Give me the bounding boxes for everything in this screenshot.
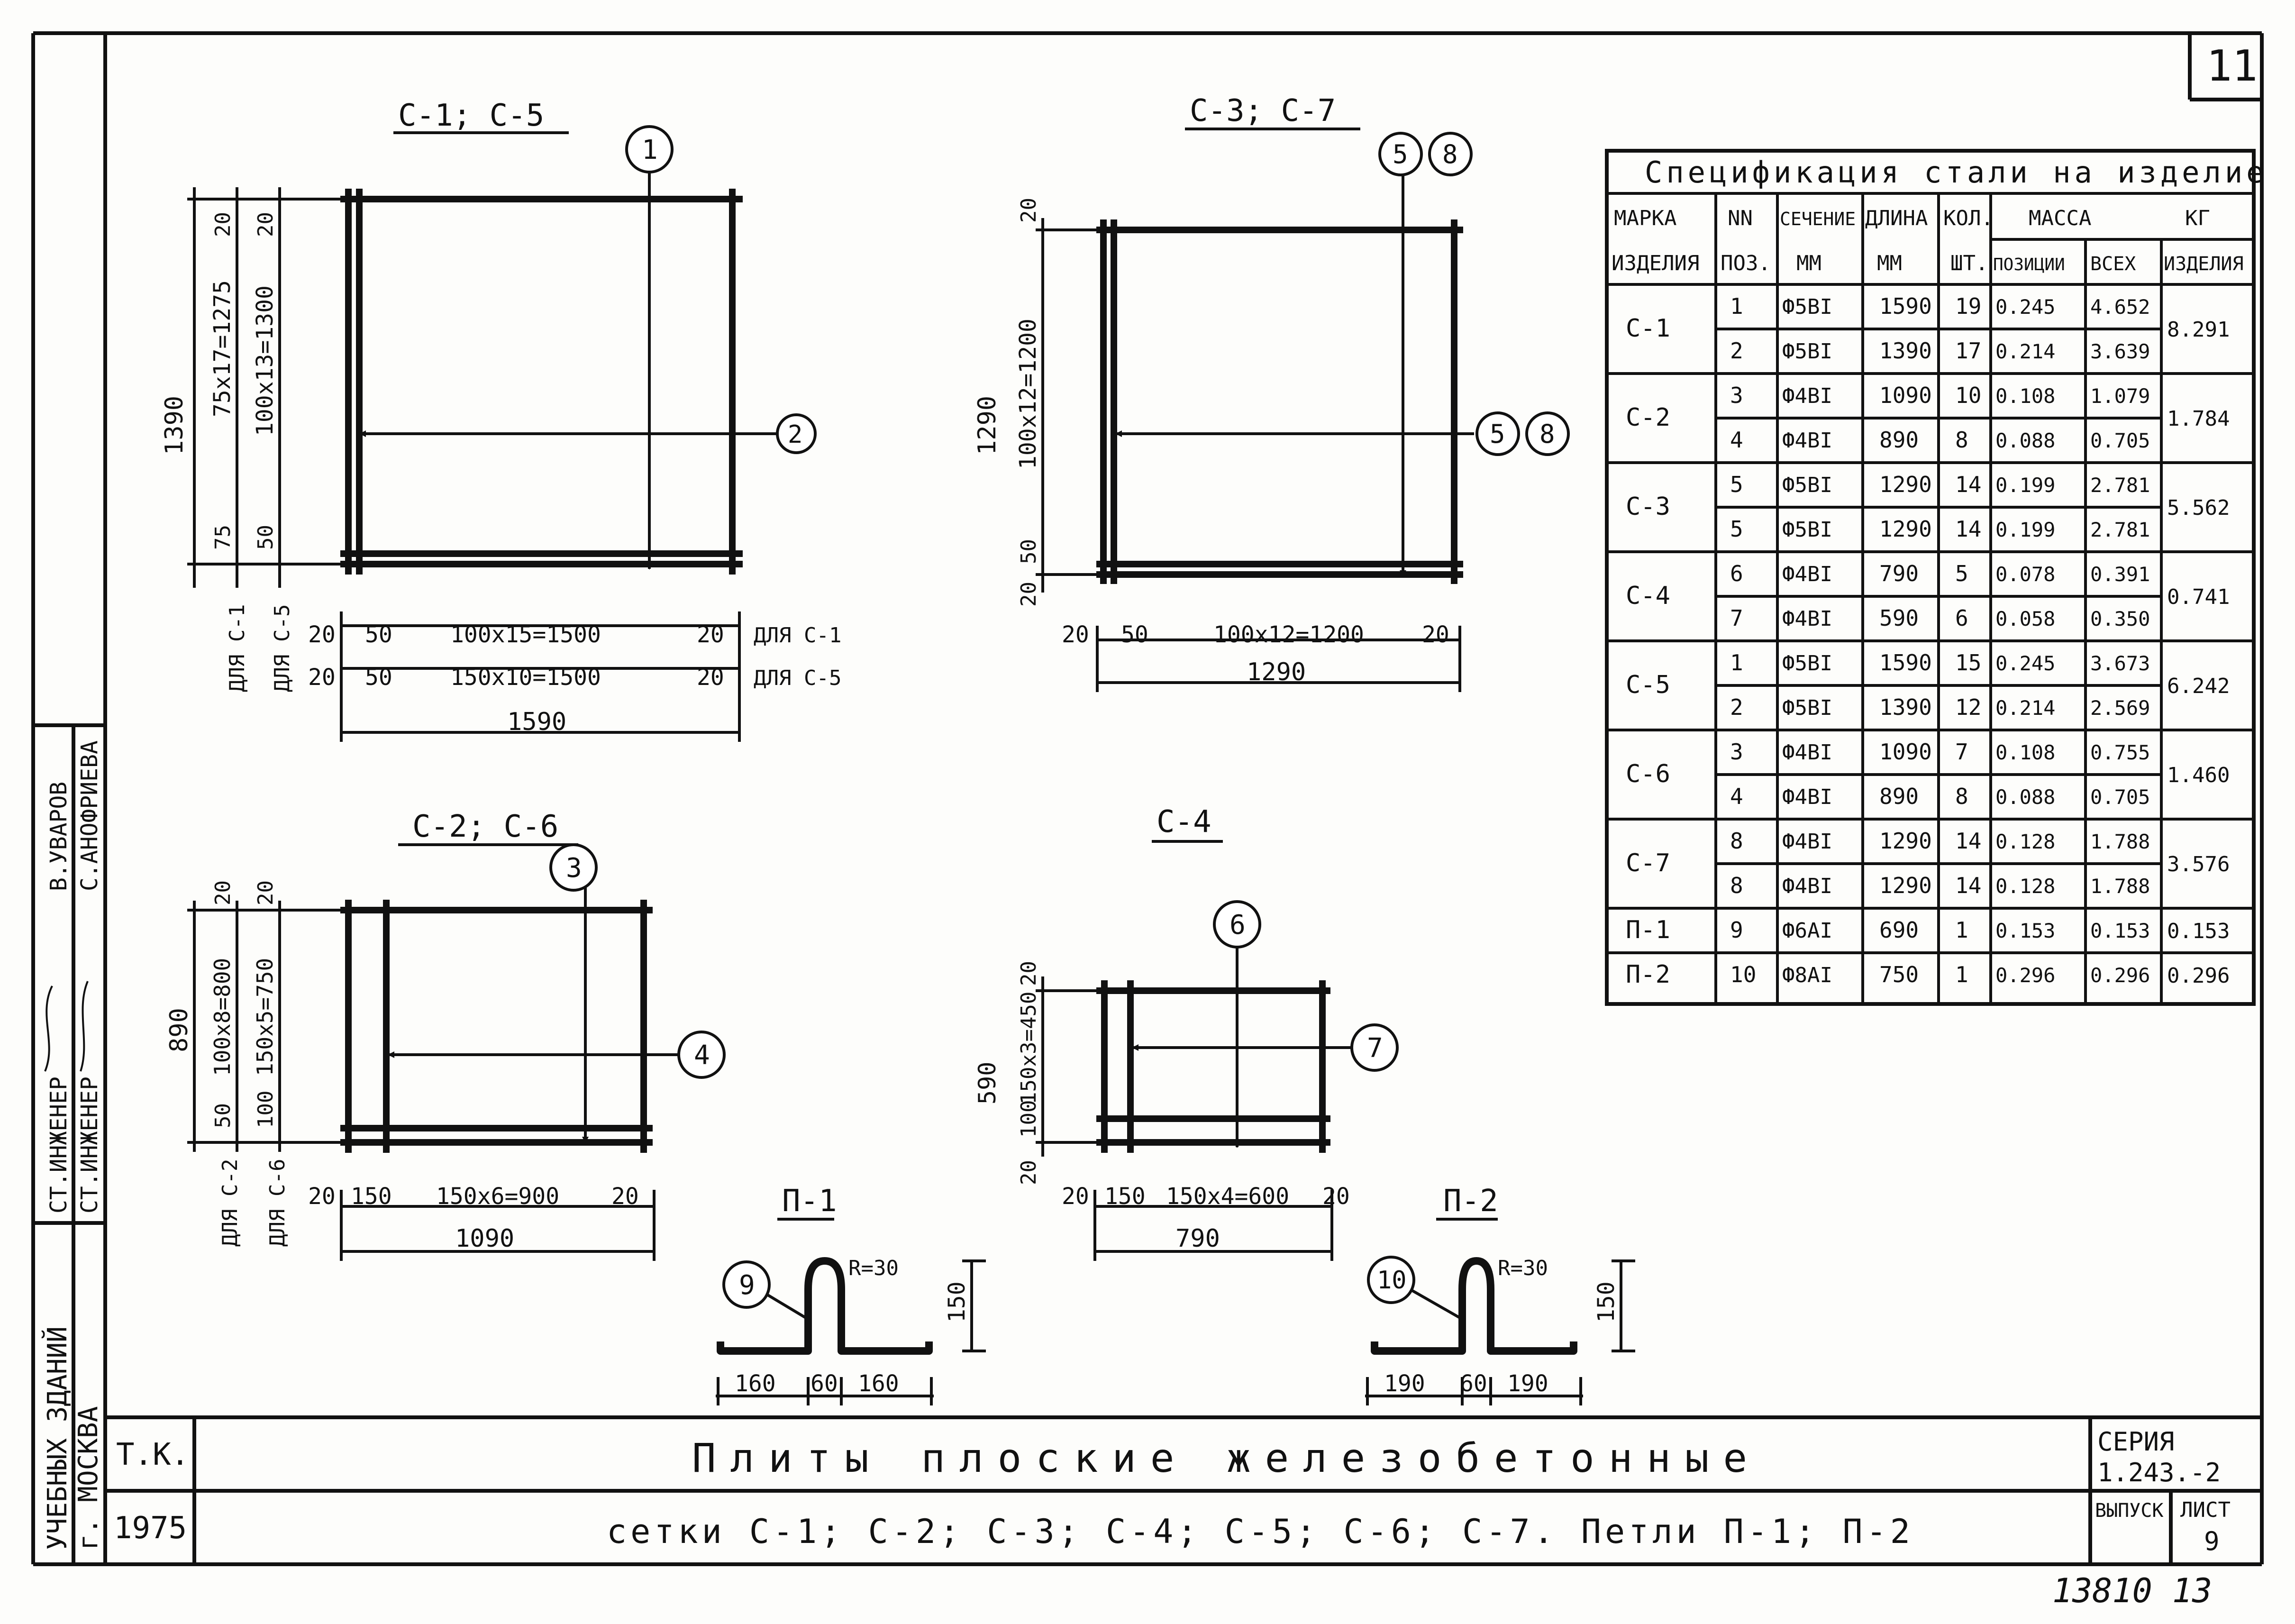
archive-number: 13810 13: [2052, 1571, 2213, 1610]
spec-section: Ф5ВI: [1782, 651, 1832, 675]
col-qty-1: КОЛ.: [1943, 206, 1994, 230]
c3-bottom-edge: 20: [1017, 582, 1041, 607]
c3-top-edge: 20: [1017, 198, 1041, 223]
spec-length: 1590: [1879, 293, 1932, 319]
spec-mass-all: 0.755: [2090, 741, 2150, 764]
spec-length: 1090: [1879, 739, 1932, 765]
loop-p1-drawing: [716, 1184, 986, 1405]
drawing-subtitle: сетки С-1; С-2; С-3; С-4; С-5; С-6; С-7. Петли П-1; П-2: [607, 1512, 1914, 1551]
spec-product-mass: 3.576: [2167, 852, 2230, 876]
spec-product-mass: 6.242: [2167, 674, 2230, 698]
spec-product-mass: 0.741: [2167, 585, 2230, 609]
spec-mark: С-7: [1626, 849, 1670, 877]
spec-section: Ф4ВI: [1782, 429, 1832, 453]
c6-bottom-spacing: 100: [254, 1090, 278, 1128]
c1-right-edge: 20: [697, 621, 724, 648]
spec-pos: 1: [1730, 650, 1743, 675]
p1-loop-width: 60: [811, 1370, 838, 1397]
p2-radius: R=30: [1498, 1256, 1548, 1280]
callout-6: 6: [1229, 910, 1246, 940]
spec-product-mass: 0.153: [2167, 919, 2230, 943]
spec-length: 1290: [1879, 828, 1932, 854]
spec-mass-pos: 0.078: [1995, 563, 2056, 586]
spec-mass-all: 0.350: [2090, 607, 2150, 630]
spec-qty: 17: [1955, 338, 1982, 364]
spec-qty: 14: [1955, 472, 1982, 497]
c4-right-edge: 20: [1322, 1183, 1350, 1210]
p2-loop-width: 60: [1460, 1370, 1487, 1397]
author-code: Т.К.: [116, 1437, 190, 1472]
sheet-frame: [33, 33, 2262, 1564]
c2-top-edge: 20: [211, 880, 235, 905]
c1-first-spacing: 50: [365, 621, 392, 648]
spec-section: Ф5ВI: [1782, 339, 1832, 364]
steel-spec-table: [1607, 151, 2268, 1004]
p1-radius: R=30: [848, 1256, 899, 1280]
c2-height: 890: [165, 1008, 193, 1052]
spec-mark: С-6: [1626, 760, 1670, 788]
col-mark-2: ИЗДЕЛИЯ: [1612, 251, 1700, 275]
spec-length: 750: [1879, 962, 1919, 987]
spec-qty: 14: [1955, 828, 1982, 854]
col-all: ВСЕХ: [2090, 253, 2136, 275]
spec-qty: 19: [1955, 293, 1982, 319]
spec-mass-pos: 0.214: [1995, 340, 2056, 363]
c4-bottom-edge: 20: [1017, 1160, 1041, 1185]
spec-product-mass: 5.562: [2167, 496, 2230, 520]
stamp-role-1: СТ.ИНЖЕНЕР: [46, 1077, 72, 1213]
c2-right-edge: 20: [611, 1183, 639, 1210]
col-pos-2: ПОЗ.: [1721, 251, 1771, 275]
spec-mark: С-4: [1626, 582, 1670, 610]
spec-mass-all: 0.705: [2090, 785, 2150, 809]
spec-qty: 14: [1955, 516, 1982, 542]
spec-length: 1090: [1879, 383, 1932, 408]
c1-horizontal-spacing: 100х15=1500: [450, 621, 601, 648]
c2-horizontal-spacing: 150х6=900: [436, 1183, 560, 1210]
spec-mass-all: 2.569: [2090, 696, 2150, 720]
col-mass-unit: КГ: [2185, 206, 2210, 230]
spec-length: 1390: [1879, 694, 1932, 720]
callout-5-right: 5: [1490, 419, 1505, 449]
spec-mass-all: 3.639: [2090, 340, 2150, 363]
spec-section: Ф4ВI: [1782, 562, 1832, 586]
spec-mass-all: 2.781: [2090, 518, 2150, 541]
c2-width: 1090: [455, 1224, 515, 1253]
spec-mass-pos: 0.245: [1995, 295, 2056, 319]
loop-p2-drawing: [1365, 1184, 1635, 1405]
col-product: ИЗДЕЛИЯ: [2164, 253, 2244, 275]
c2-left-edge: 20: [308, 1183, 336, 1210]
c3-horizontal-spacing: 100х12=1200: [1213, 621, 1364, 648]
mesh-c3-c7-caption: С-3; С-7: [1190, 93, 1336, 128]
spec-length: 790: [1879, 561, 1919, 586]
col-mark-1: МАРКА: [1614, 206, 1677, 230]
spec-qty: 8: [1955, 427, 1968, 453]
c5-horizontal-spacing: 150х10=1500: [450, 664, 601, 691]
spec-mass-all: 1.079: [2090, 384, 2150, 408]
stamp-org-line-2: г. МОСКВА: [73, 1406, 104, 1550]
c4-left-edge: 20: [1062, 1183, 1089, 1210]
spec-mark: С-5: [1626, 671, 1670, 699]
mesh-c2-c6-caption: С-2; С-6: [412, 809, 559, 844]
spec-pos: 3: [1730, 383, 1743, 408]
col-per-position: ПОЗИЦИИ: [1993, 255, 2065, 274]
spec-product-mass: 0.296: [2167, 964, 2230, 988]
c5-for-right-label: ДЛЯ С-5: [754, 666, 842, 690]
p1-left-leg: 160: [735, 1370, 776, 1397]
spec-section: Ф8АI: [1782, 963, 1832, 987]
spec-section: Ф4ВI: [1782, 830, 1832, 854]
spec-qty: 7: [1955, 739, 1968, 765]
spec-section: Ф4ВI: [1782, 607, 1832, 631]
issue-label: ВЫПУСК: [2095, 1500, 2164, 1522]
spec-length: 1290: [1879, 472, 1932, 497]
spec-mass-all: 0.391: [2090, 563, 2150, 586]
series-number: 1.243.-2: [2097, 1458, 2221, 1487]
spec-pos: 2: [1730, 694, 1743, 720]
c3-width: 1290: [1247, 658, 1306, 686]
c5-vertical-spacing: 100х13=1300: [252, 285, 278, 436]
p2-left-leg: 190: [1384, 1370, 1425, 1397]
spec-mass-all: 0.153: [2090, 919, 2150, 942]
col-length-2: ММ: [1877, 251, 1902, 275]
stamp-role-2: СТ.ИНЖЕНЕР: [76, 1077, 103, 1213]
c1-width: 1590: [507, 708, 567, 736]
spec-qty: 14: [1955, 873, 1982, 898]
c4-first-spacing: 150: [1104, 1183, 1146, 1210]
spec-product-mass: 1.460: [2167, 763, 2230, 787]
spec-pos: 5: [1730, 472, 1743, 497]
c4-height: 590: [974, 1061, 1001, 1104]
c4-vertical-spacing: 150х3=450: [1017, 991, 1041, 1104]
spec-pos: 4: [1730, 427, 1743, 453]
callout-4: 4: [694, 1040, 710, 1071]
c1-for-label: ДЛЯ С-1: [225, 604, 249, 692]
c5-for-label: ДЛЯ С-5: [270, 604, 294, 692]
c4-bottom-spacing: 100: [1017, 1100, 1041, 1138]
col-section-1: СЕЧЕНИЕ: [1780, 209, 1856, 229]
spec-length: 1390: [1879, 338, 1932, 364]
spec-mass-pos: 0.199: [1995, 518, 2056, 541]
spec-section: Ф5ВI: [1782, 696, 1832, 720]
spec-mass-pos: 0.128: [1995, 875, 2056, 898]
spec-pos: 8: [1730, 828, 1743, 854]
spec-qty: 15: [1955, 650, 1982, 675]
callout-5-top: 5: [1393, 139, 1408, 169]
spec-mass-pos: 0.058: [1995, 607, 2056, 630]
mesh-c4-caption: С-4: [1157, 804, 1211, 839]
year: 1975: [114, 1511, 187, 1546]
c6-top-edge: 20: [254, 880, 278, 905]
callout-3: 3: [566, 853, 582, 884]
spec-title: Спецификация стали на изделие: [1645, 155, 2268, 190]
c1-vertical-spacing: 75х17=1275: [209, 280, 236, 417]
spec-product-mass: 8.291: [2167, 318, 2230, 342]
spec-mark: С-3: [1626, 493, 1670, 521]
spec-qty: 5: [1955, 561, 1968, 586]
c5-first-spacing: 50: [365, 664, 392, 691]
stamp-person-1: В.УВАРОВ: [46, 781, 72, 891]
c3-vertical-spacing: 100х12=1200: [1015, 319, 1041, 469]
spec-mass-pos: 0.214: [1995, 696, 2056, 720]
callout-1: 1: [642, 135, 658, 165]
spec-mass-all: 2.781: [2090, 474, 2150, 497]
spec-mass-all: 3.673: [2090, 652, 2150, 675]
spec-mark: С-2: [1626, 403, 1670, 432]
c4-top-edge: 20: [1017, 961, 1041, 986]
spec-length: 590: [1879, 605, 1919, 631]
c6-for-label: ДЛЯ С-6: [265, 1159, 290, 1247]
callout-2: 2: [788, 420, 803, 449]
spec-mark: С-1: [1626, 314, 1670, 343]
spec-section: Ф4ВI: [1782, 384, 1832, 408]
spec-mass-pos: 0.245: [1995, 652, 2056, 675]
spec-section: Ф6АI: [1782, 919, 1832, 943]
mesh-c3-c7-drawing: [973, 93, 1568, 692]
c5-top-edge: 20: [254, 212, 278, 237]
spec-qty: 1: [1955, 962, 1968, 987]
spec-qty: 12: [1955, 694, 1982, 720]
loop-p2-caption: П-2: [1443, 1184, 1498, 1219]
spec-mark: П-2: [1626, 960, 1670, 989]
callout-7: 7: [1367, 1033, 1383, 1064]
spec-length: 1290: [1879, 873, 1932, 898]
p1-right-leg: 160: [858, 1370, 899, 1397]
spec-pos: 4: [1730, 784, 1743, 809]
mesh-c1-c5-caption: С-1; С-5: [398, 98, 545, 133]
spec-mass-pos: 0.108: [1995, 741, 2056, 764]
c3-right-edge: 20: [1422, 621, 1449, 648]
callout-8-right: 8: [1539, 419, 1555, 449]
spec-mark: П-1: [1626, 916, 1670, 944]
spec-pos: 3: [1730, 739, 1743, 765]
c1-height: 1390: [160, 395, 189, 455]
col-pos-1: NN: [1728, 206, 1753, 230]
c3-bottom-spacing: 50: [1017, 539, 1041, 564]
col-qty-2: ШТ.: [1950, 251, 1988, 275]
spec-mass-all: 0.296: [2090, 964, 2150, 987]
c3-height: 1290: [973, 395, 1002, 455]
sheet-value: 9: [2204, 1526, 2220, 1556]
sheet-label: ЛИСТ: [2180, 1498, 2231, 1522]
callout-8-top: 8: [1442, 139, 1458, 169]
p1-height: 150: [944, 1281, 970, 1323]
p2-height: 150: [1593, 1281, 1620, 1323]
spec-pos: 8: [1730, 873, 1743, 898]
spec-section: Ф5ВI: [1782, 473, 1832, 497]
spec-length: 890: [1879, 427, 1919, 453]
stamp-org-line-1: УЧЕБНЫХ ЗДАНИЙ: [42, 1326, 73, 1550]
col-section-2: ММ: [1796, 251, 1821, 275]
stamp-person-2: С.АНОФРИЕВА: [76, 740, 103, 891]
spec-mass-pos: 0.108: [1995, 384, 2056, 408]
col-length-1: ДЛИНА: [1865, 206, 1928, 230]
col-mass: МАССА: [2029, 206, 2092, 230]
p2-right-leg: 190: [1507, 1370, 1548, 1397]
c2-first-spacing: 150: [351, 1183, 392, 1210]
spec-pos: 10: [1730, 962, 1757, 987]
spec-mass-pos: 0.199: [1995, 474, 2056, 497]
c1-left-edge: 20: [308, 621, 336, 648]
spec-mass-pos: 0.128: [1995, 830, 2056, 853]
c4-horizontal-spacing: 150х4=600: [1166, 1183, 1290, 1210]
spec-mass-pos: 0.088: [1995, 429, 2056, 452]
c5-right-edge: 20: [697, 664, 724, 691]
spec-product-mass: 1.784: [2167, 407, 2230, 431]
spec-qty: 8: [1955, 784, 1968, 809]
callout-9: 9: [739, 1270, 755, 1301]
spec-mass-all: 1.788: [2090, 875, 2150, 898]
spec-pos: 7: [1730, 605, 1743, 631]
c4-width: 790: [1175, 1224, 1220, 1253]
spec-mass-all: 0.705: [2090, 429, 2150, 452]
c5-left-edge: 20: [308, 664, 336, 691]
c6-vertical-spacing: 150х5=750: [252, 958, 278, 1076]
c2-for-label: ДЛЯ С-2: [218, 1159, 242, 1247]
spec-mass-pos: 0.088: [1995, 785, 2056, 809]
spec-section: Ф4ВI: [1782, 740, 1832, 765]
spec-mass-pos: 0.296: [1995, 964, 2056, 987]
mesh-c4-drawing: [974, 804, 1397, 1261]
drawing-title: Плиты плоские железобетонные: [692, 1435, 1762, 1481]
sheet-corner-number: 11: [2206, 41, 2258, 91]
spec-length: 690: [1879, 917, 1919, 943]
spec-length: 890: [1879, 784, 1919, 809]
callout-10: 10: [1377, 1266, 1407, 1295]
spec-pos: 2: [1730, 338, 1743, 364]
mesh-c2-c6-drawing: [165, 809, 724, 1261]
series-label: СЕРИЯ: [2097, 1427, 2175, 1457]
spec-pos: 6: [1730, 561, 1743, 586]
c5-bottom-spacing: 50: [254, 525, 278, 550]
spec-length: 1290: [1879, 516, 1932, 542]
spec-mass-pos: 0.153: [1995, 919, 2056, 942]
spec-section: Ф4ВI: [1782, 785, 1832, 809]
c1-top-edge: 20: [211, 212, 235, 237]
mesh-c1-c5-drawing: [160, 98, 841, 742]
spec-mass-all: 1.788: [2090, 830, 2150, 853]
signature-scribble: [45, 981, 88, 1071]
spec-mass-all: 4.652: [2090, 295, 2150, 319]
c2-bottom-spacing: 50: [211, 1103, 235, 1128]
title-block: [105, 1417, 2262, 1610]
spec-pos: 5: [1730, 516, 1743, 542]
spec-pos: 9: [1730, 917, 1743, 943]
c1-for-right-label: ДЛЯ С-1: [754, 623, 842, 648]
c3-left-edge: 20: [1062, 621, 1089, 648]
spec-qty: 1: [1955, 917, 1968, 943]
c1-bottom-spacing: 75: [211, 525, 235, 550]
c3-first-spacing: 50: [1121, 621, 1148, 648]
spec-length: 1590: [1879, 650, 1932, 675]
loop-p1-caption: П-1: [782, 1184, 837, 1219]
spec-qty: 10: [1955, 383, 1982, 408]
c2-vertical-spacing: 100х8=800: [209, 958, 235, 1076]
spec-qty: 6: [1955, 605, 1968, 631]
spec-section: Ф5ВI: [1782, 518, 1832, 542]
spec-section: Ф4ВI: [1782, 874, 1832, 898]
spec-pos: 1: [1730, 293, 1743, 319]
spec-section: Ф5ВI: [1782, 295, 1832, 319]
